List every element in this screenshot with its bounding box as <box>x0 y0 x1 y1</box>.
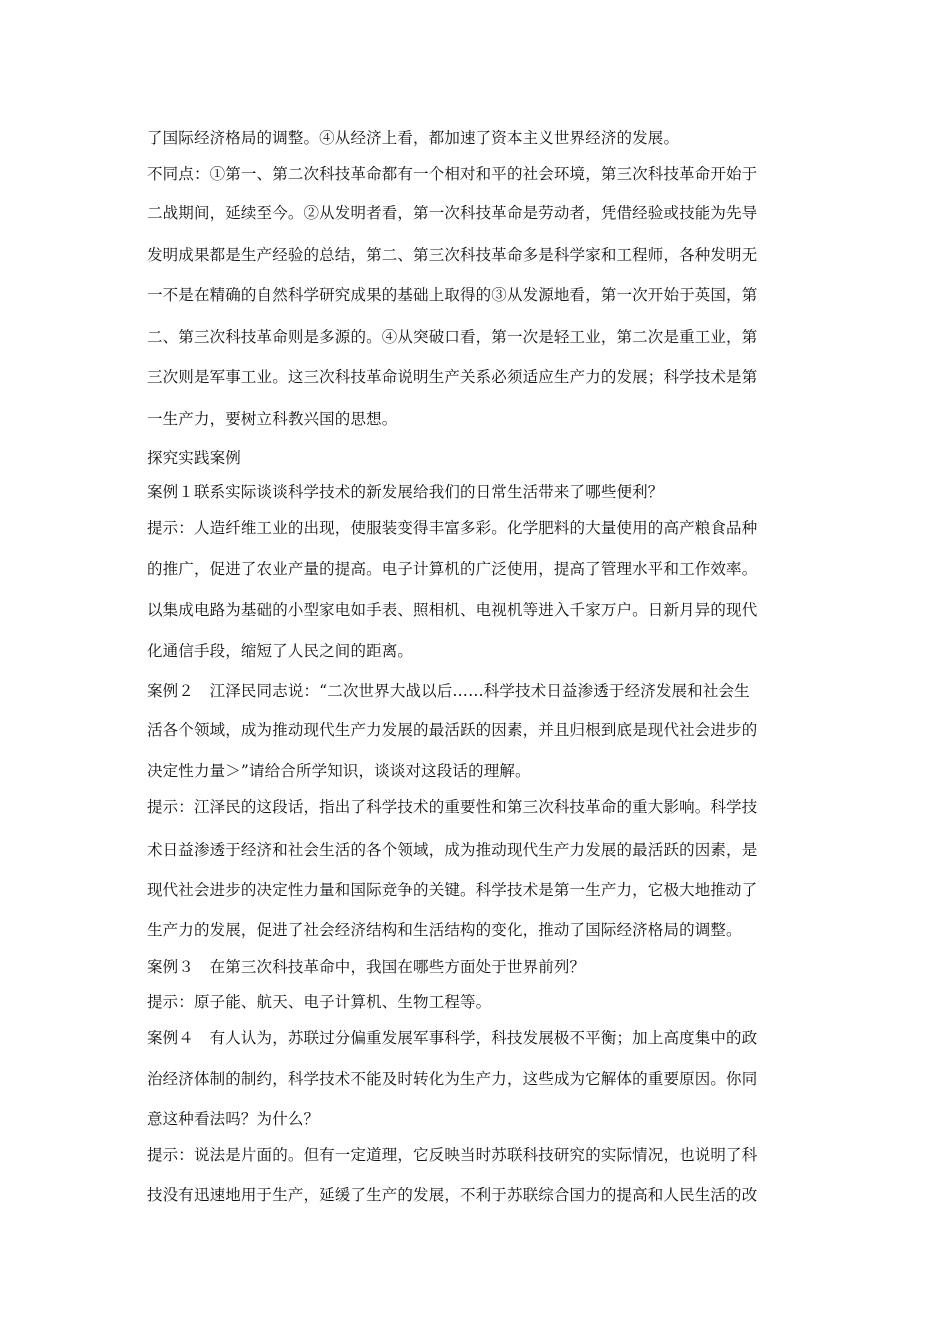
text-line: 一不是在精确的自然科学研究成果的基础上取得的③从发源地看，第一次开始于英国，第 <box>147 286 758 304</box>
text-line: 意这种看法吗？为什么？ <box>147 1110 320 1128</box>
case-question: 案例４ 有人认为，苏联过分偏重发展军事科学，科技发展极不平衡；加上高度集中的政 <box>147 1029 758 1047</box>
text-line: 治经济体制的制约，科学技术不能及时转化为生产力，这些成为它解体的重要原因。你同 <box>147 1070 758 1088</box>
text-line: 一生产力，要树立科教兴国的思想。 <box>147 410 398 428</box>
text-line: 生产力的发展，促进了社会经济结构和生活结构的变化，推动了国际经济格局的调整。 <box>147 921 742 939</box>
text-line: 提示：原子能、航天、电子计算机、生物工程等。 <box>147 993 492 1011</box>
text-line: 发明成果都是生产经验的总结，第二、第三次科技革命多是科学家和工程师，各种发明无 <box>147 246 758 264</box>
case-question: 案例３ 在第三次科技革命中，我国在哪些方面处于世界前列？ <box>147 958 586 976</box>
text-line: 了国际经济格局的调整。④从经济上看，都加速了资本主义世界经济的发展。 <box>147 129 680 147</box>
text-line: 不同点：①第一、第二次科技革命都有一个相对和平的社会环境，第三次科技革命开始于 <box>147 165 758 183</box>
text-line: 二、第三次科技革命则是多源的。④从突破口看，第一次是轻工业，第二次是重工业，第 <box>147 328 758 346</box>
case-question: 案例２ 江泽民同志说：“二次世界大战以后……科学技术日益渗透于经济发展和社会生 <box>147 682 750 700</box>
text-line: 活各个领域，成为推动现代生产力发展的最活跃的因素，并且归根到底是现代社会进步的 <box>147 721 758 739</box>
text-line: 化通信手段，缩短了人民之间的距离。 <box>147 642 414 660</box>
text-line: 二战期间，延续至今。②从发明者看，第一次科技革命是劳动者，凭借经验或技能为先导 <box>147 204 758 222</box>
text-line: 的推广，促进了农业产量的提高。电子计算机的广泛使用，提高了管理水平和工作效率。 <box>147 560 758 578</box>
text-line: 现代社会进步的决定性力量和国际竞争的关键。科学技术是第一生产力，它极大地推动了 <box>147 881 758 899</box>
case-question: 案例１联系实际谈谈科学技术的新发展给我们的日常生活带来了哪些便利？ <box>147 483 664 501</box>
text-line: 以集成电路为基础的小型家电如手表、照相机、电视机等进入千家万户。日新月异的现代 <box>147 601 758 619</box>
text-line: 提示：江泽民的这段话，指出了科学技术的重要性和第三次科技革命的重大影响。科学技 <box>147 798 758 816</box>
text-line: 技没有迅速地用于生产，延缓了生产的发展，不利于苏联综合国力的提高和人民生活的改 <box>147 1186 758 1204</box>
text-line: 术日益渗透于经济和社会生活的各个领域，成为推动现代生产力发展的最活跃的因素，是 <box>147 841 758 859</box>
text-line: 提示：人造纤维工业的出现，使服装变得丰富多彩。化学肥料的大量使用的高产粮食品种 <box>147 519 758 537</box>
text-line: 三次则是军事工业。这三次科技革命说明生产关系必须适应生产力的发展；科学技术是第 <box>147 368 758 386</box>
section-heading: 探究实践案例 <box>147 449 241 467</box>
text-line: 决定性力量＞”请给合所学知识，谈谈对这段话的理解。 <box>147 762 531 780</box>
text-line: 提示：说法是片面的。但有一定道理，它反映当时苏联科技研究的实际情况，也说明了科 <box>147 1146 758 1164</box>
